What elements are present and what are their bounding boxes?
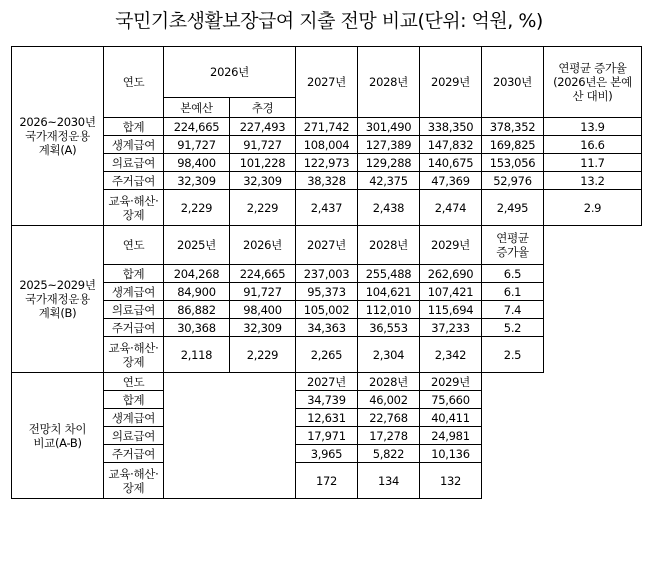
empty-area	[482, 373, 642, 499]
cell: 224,665	[164, 118, 230, 136]
cell: 153,056	[482, 154, 544, 172]
cell: 11.7	[544, 154, 642, 172]
cell: 271,742	[296, 118, 358, 136]
cell: 47,369	[420, 172, 482, 190]
cell: 122,973	[296, 154, 358, 172]
year-header: 2029년	[420, 373, 482, 391]
cell: 13.2	[544, 172, 642, 190]
cell: 127,389	[358, 136, 420, 154]
cell: 2,265	[296, 337, 358, 373]
cell: 17,278	[358, 427, 420, 445]
cell: 2,474	[420, 190, 482, 226]
row-label: 교육·해산· 장제	[104, 190, 164, 226]
year-header: 2027년	[296, 373, 358, 391]
row-label: 주거급여	[104, 319, 164, 337]
table-row	[12, 172, 642, 190]
year-header: 2025년	[164, 226, 230, 265]
cell: 10,136	[420, 445, 482, 463]
year-header: 연도	[104, 47, 164, 118]
cell: 2,229	[230, 337, 296, 373]
row-label: 생계급여	[104, 283, 164, 301]
avg-growth-header: 연평균 증가율 (2026년은 본예 산 대비)	[544, 47, 642, 118]
cell: 37,233	[420, 319, 482, 337]
cell: 3,965	[296, 445, 358, 463]
cell: 13.9	[544, 118, 642, 136]
cell: 12,631	[296, 409, 358, 427]
cell: 112,010	[358, 301, 420, 319]
row-label: 합계	[104, 391, 164, 409]
cell: 86,882	[164, 301, 230, 319]
section-c-label: 전망치 차이 비교(A-B)	[12, 373, 104, 499]
cell: 38,328	[296, 172, 358, 190]
section-b-header-row	[12, 226, 642, 265]
year-header: 2030년	[482, 47, 544, 118]
row-label: 주거급여	[104, 445, 164, 463]
row-label: 생계급여	[104, 409, 164, 427]
cell: 84,900	[164, 283, 230, 301]
table-row	[12, 136, 642, 154]
row-label: 교육·해산· 장제	[104, 337, 164, 373]
cell: 105,002	[296, 301, 358, 319]
row-label: 의료급여	[104, 427, 164, 445]
cell: 169,825	[482, 136, 544, 154]
cell: 140,675	[420, 154, 482, 172]
cell: 32,309	[230, 172, 296, 190]
cell: 7.4	[482, 301, 544, 319]
cell: 262,690	[420, 265, 482, 283]
cell: 107,421	[420, 283, 482, 301]
cell: 108,004	[296, 136, 358, 154]
supplementary-header: 추경	[230, 98, 296, 118]
cell: 5,822	[358, 445, 420, 463]
expenditure-comparison-table	[11, 46, 642, 499]
year-header: 2029년	[420, 47, 482, 118]
cell: 2,342	[420, 337, 482, 373]
cell: 172	[296, 463, 358, 499]
cell: 6.5	[482, 265, 544, 283]
cell: 204,268	[164, 265, 230, 283]
cell: 30,368	[164, 319, 230, 337]
row-label: 합계	[104, 118, 164, 136]
cell: 147,832	[420, 136, 482, 154]
cell: 5.2	[482, 319, 544, 337]
cell: 91,727	[164, 136, 230, 154]
cell: 24,981	[420, 427, 482, 445]
year-header: 2027년	[296, 226, 358, 265]
cell: 95,373	[296, 283, 358, 301]
cell: 40,411	[420, 409, 482, 427]
cell: 255,488	[358, 265, 420, 283]
empty-cell	[164, 373, 296, 499]
cell: 2,229	[164, 190, 230, 226]
year-header: 2028년	[358, 226, 420, 265]
year-header: 2026년	[230, 226, 296, 265]
cell: 17,971	[296, 427, 358, 445]
table-row	[12, 118, 642, 136]
year-header: 2027년	[296, 47, 358, 118]
cell: 237,003	[296, 265, 358, 283]
cell: 98,400	[230, 301, 296, 319]
year-header: 연도	[104, 373, 164, 391]
cell: 134	[358, 463, 420, 499]
row-label: 합계	[104, 265, 164, 283]
cell: 224,665	[230, 265, 296, 283]
row-label: 생계급여	[104, 136, 164, 154]
cell: 2,437	[296, 190, 358, 226]
year-header: 2028년	[358, 373, 420, 391]
year-header: 연도	[104, 226, 164, 265]
cell: 36,553	[358, 319, 420, 337]
cell: 2,229	[230, 190, 296, 226]
cell: 101,228	[230, 154, 296, 172]
cell: 2,495	[482, 190, 544, 226]
cell: 34,739	[296, 391, 358, 409]
avg-growth-header: 연평균 증가율	[482, 226, 544, 265]
empty-area	[544, 226, 642, 373]
section-a-label: 2026~2030년 국가재정운용 계획(A)	[12, 47, 104, 226]
cell: 2,118	[164, 337, 230, 373]
row-label: 의료급여	[104, 301, 164, 319]
cell: 32,309	[230, 319, 296, 337]
cell: 129,288	[358, 154, 420, 172]
main-budget-header: 본예산	[164, 98, 230, 118]
cell: 132	[420, 463, 482, 499]
row-label: 교육·해산· 장제	[104, 463, 164, 499]
cell: 6.1	[482, 283, 544, 301]
cell: 378,352	[482, 118, 544, 136]
cell: 34,363	[296, 319, 358, 337]
cell: 104,621	[358, 283, 420, 301]
cell: 2,304	[358, 337, 420, 373]
cell: 46,002	[358, 391, 420, 409]
cell: 91,727	[230, 283, 296, 301]
cell: 115,694	[420, 301, 482, 319]
cell: 2.5	[482, 337, 544, 373]
year-header: 2029년	[420, 226, 482, 265]
row-label: 주거급여	[104, 172, 164, 190]
cell: 2.9	[544, 190, 642, 226]
row-label: 의료급여	[104, 154, 164, 172]
cell: 98,400	[164, 154, 230, 172]
cell: 22,768	[358, 409, 420, 427]
cell: 52,976	[482, 172, 544, 190]
year-header: 2028년	[358, 47, 420, 118]
table-row	[12, 154, 642, 172]
year-2026-header: 2026년	[164, 47, 296, 98]
cell: 16.6	[544, 136, 642, 154]
cell: 42,375	[358, 172, 420, 190]
cell: 91,727	[230, 136, 296, 154]
page-title: 국민기초생활보장급여 지출 전망 비교(단위: 억원, %)	[115, 10, 543, 32]
table-row	[12, 190, 642, 226]
cell: 75,660	[420, 391, 482, 409]
section-a-header-row	[12, 47, 642, 98]
section-c-header-row	[12, 373, 642, 391]
cell: 32,309	[164, 172, 230, 190]
section-b-label: 2025~2029년 국가재정운용 계획(B)	[12, 226, 104, 373]
cell: 338,350	[420, 118, 482, 136]
cell: 227,493	[230, 118, 296, 136]
cell: 2,438	[358, 190, 420, 226]
cell: 301,490	[358, 118, 420, 136]
